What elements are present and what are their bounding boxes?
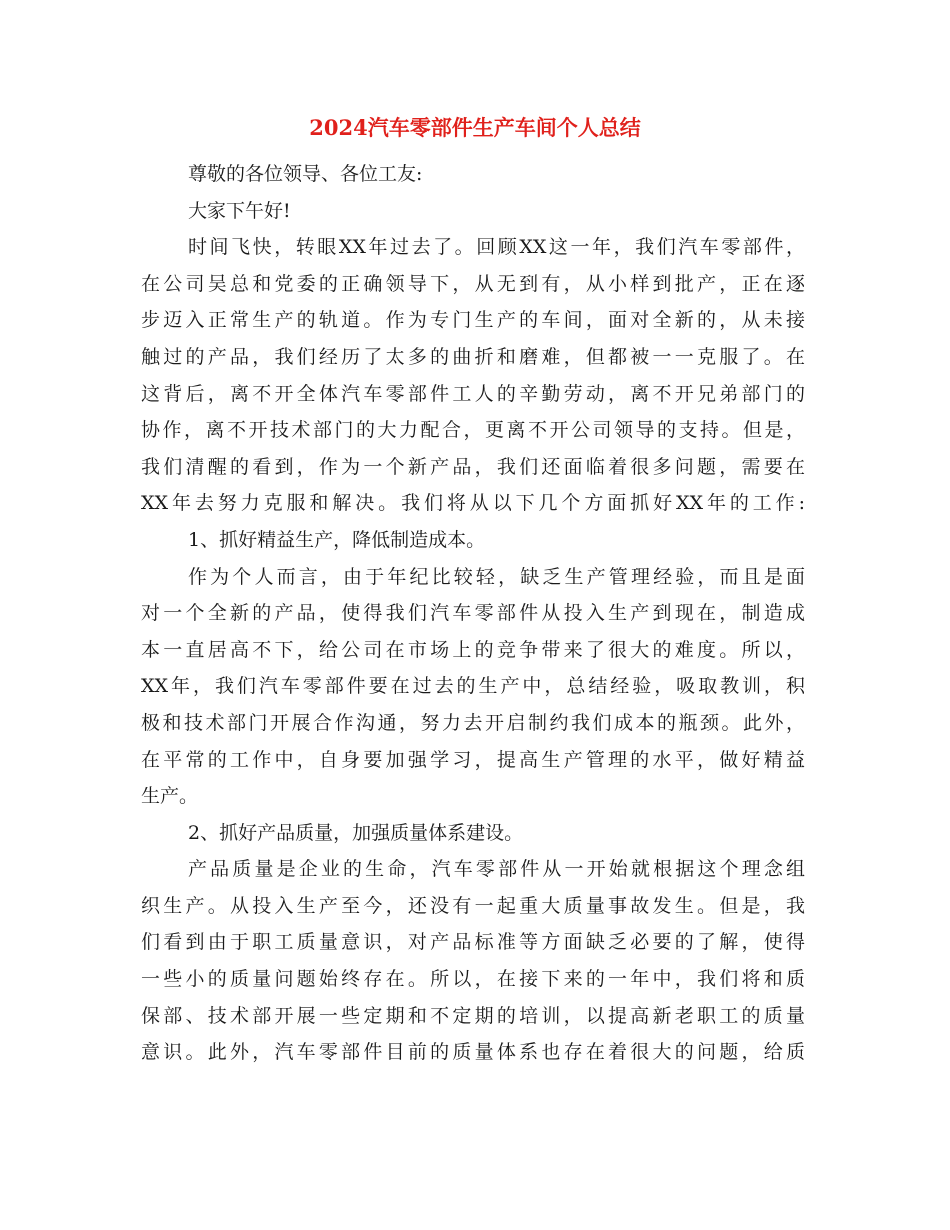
body-line: 在平常的工作中，自身要加强学习，提高生产管理的水平，做好精益 [141, 748, 805, 771]
body-line: 们看到由于职工质量意识，对产品标准等方面缺乏必要的了解，使得 [141, 931, 805, 954]
body-line: 步迈入正常生产的轨道。作为专门生产的车间，面对全新的，从未接 [141, 309, 805, 332]
body-line: 这背后，离不开全体汽车零部件工人的辛勤劳动，离不开兄弟部门的 [141, 382, 805, 405]
body-line: 尊敬的各位领导、各位工友: [188, 163, 423, 185]
body-line: 一些小的质量问题始终存在。所以，在接下来的一年中，我们将和质 [141, 968, 805, 991]
body-line: 生产。 [141, 785, 199, 808]
body-line: 我们清醒的看到，作为一个新产品，我们还面临着很多问题，需要在 [141, 455, 805, 478]
body-line: 在公司吴总和党委的正确领导下，从无到有，从小样到批产，正在逐 [141, 272, 805, 295]
body-line: 本一直居高不下，给公司在市场上的竞争带来了很大的难度。所以， [141, 638, 805, 661]
body-line: 大家下午好! [188, 199, 291, 222]
body-line: 触过的产品，我们经历了太多的曲折和磨难，但都被一一克服了。在 [141, 345, 805, 368]
body-line: XX年去努力克服和解决。我们将从以下几个方面抓好XX年的工作: [141, 492, 805, 515]
body-line: 意识。此外，汽车零部件目前的质量体系也存在着很大的问题，给质 [141, 1041, 805, 1064]
body-line: 协作，离不开技术部门的大力配合，更离不开公司领导的支持。但是， [141, 419, 805, 442]
body-line: 作为个人而言，由于年纪比较轻，缺乏生产管理经验，而且是面 [188, 565, 805, 588]
body-line: 保部、技术部开展一些定期和不定期的培训，以提高新老职工的质量 [141, 1004, 805, 1027]
document-title: 2024汽车零部件生产车间个人总结 [309, 115, 641, 140]
body-line: 产品质量是企业的生命，汽车零部件从一开始就根据这个理念组 [188, 858, 805, 881]
body-line: 极和技术部门开展合作沟通，努力去开启制约我们成本的瓶颈。此外， [141, 711, 805, 734]
body-line: 对一个全新的产品，使得我们汽车零部件从投入生产到现在，制造成 [141, 602, 805, 625]
body-line: 时间飞快，转眼XX年过去了。回顾XX这一年，我们汽车零部件， [188, 236, 805, 259]
body-line: 织生产。从投入生产至今，还没有一起重大质量事故发生。但是，我 [141, 894, 805, 917]
body-line: XX年，我们汽车零部件要在过去的生产中，总结经验，吸取教训，积 [141, 675, 805, 698]
body-line: 2、抓好产品质量，加强质量体系建设。 [188, 821, 524, 844]
document-body [141, 156, 805, 1071]
body-line: 1、抓好精益生产，降低制造成本。 [188, 528, 486, 551]
